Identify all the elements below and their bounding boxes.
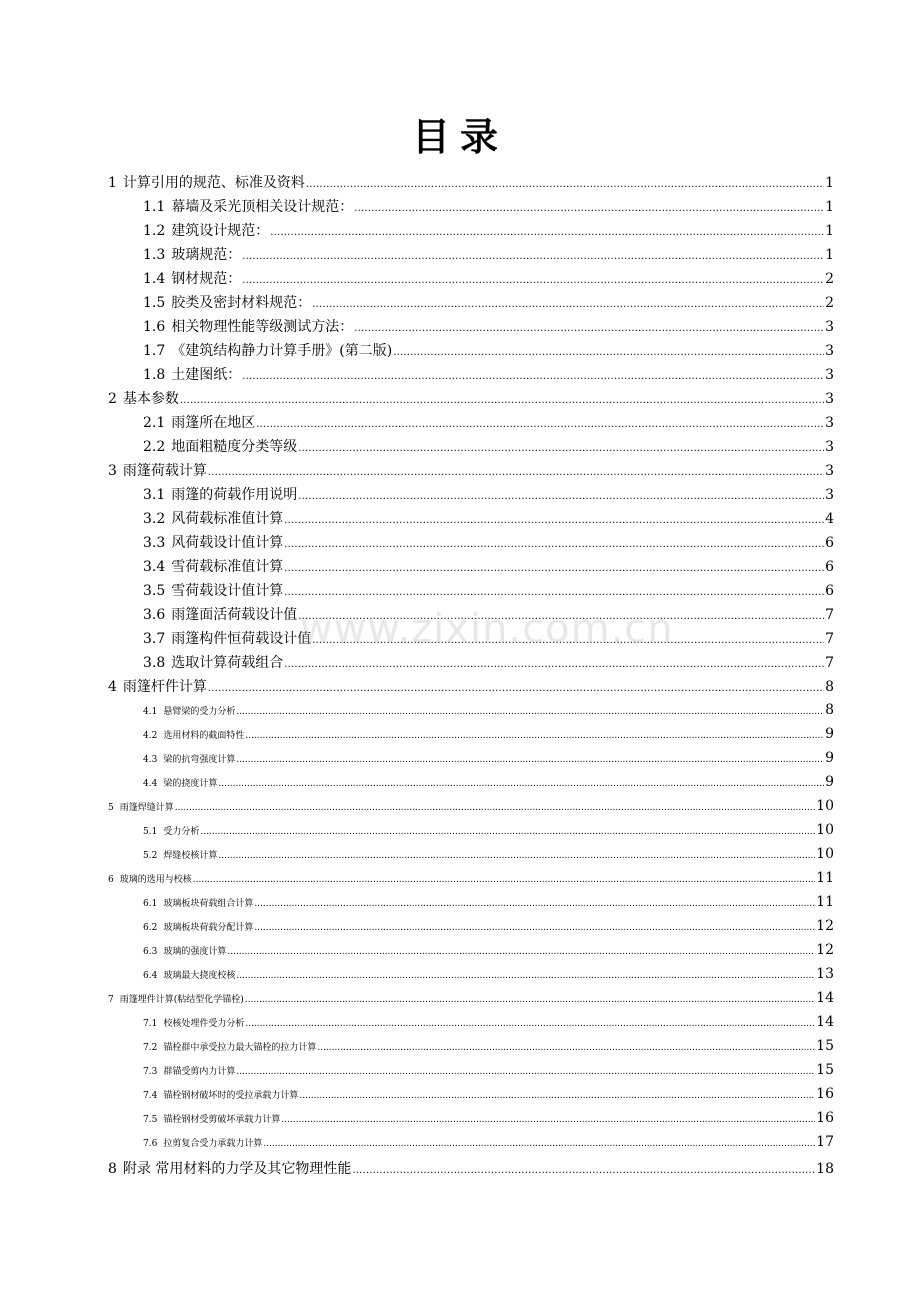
toc-entry-number: 2 (108, 391, 117, 407)
toc-entry-text: 玻璃最大挠度校核 (163, 971, 236, 981)
toc-entry-text: 计算引用的规范、标准及资料 (122, 175, 305, 191)
toc-entry-page: 6 (825, 559, 834, 575)
toc-entry-number: 6 (108, 875, 114, 885)
toc-entry[interactable] (108, 676, 834, 696)
toc-entry-page: 2 (825, 295, 834, 311)
toc-entry-number: 7.2 (143, 1043, 158, 1053)
toc-entry-number: 6.3 (143, 947, 158, 957)
toc-entry-page: 3 (825, 487, 834, 503)
toc-entry-text: 玻璃板块荷载分配计算 (163, 923, 254, 933)
toc-entry-label (143, 196, 353, 216)
toc-leader-dots (193, 875, 815, 885)
toc-entry-text: 雨篷杆件计算 (122, 679, 207, 695)
toc-entry-page: 13 (816, 966, 834, 982)
toc-entry-page: 1 (825, 175, 834, 191)
toc-entry-text: 拉剪复合受力承载力计算 (163, 1139, 263, 1149)
toc-leader-dots (208, 683, 824, 694)
toc-entry-page: 3 (825, 367, 834, 383)
toc-leader-dots (245, 995, 815, 1005)
toc-entry-number: 1 (108, 175, 117, 191)
toc-entry-text: 雨篷的荷载作用说明 (171, 487, 298, 503)
toc-entry-text: 相关物理性能等级测试方法： (171, 319, 354, 335)
toc-entry-number: 1.8 (143, 367, 166, 383)
toc-leader-dots (236, 707, 824, 717)
toc-entry[interactable] (143, 556, 834, 576)
toc-entry-number: 6.4 (143, 971, 158, 981)
toc-entry[interactable] (143, 702, 834, 718)
toc-entry-page: 6 (825, 535, 834, 551)
toc-entry-text: 地面粗糙度分类等级 (171, 439, 298, 455)
toc-entry-text: 选取计算荷载组合 (171, 655, 284, 671)
toc-entry-number: 1.5 (143, 295, 166, 311)
toc-entry[interactable] (143, 580, 834, 600)
toc-entry-label (143, 824, 199, 837)
toc-entry-page: 16 (816, 1086, 834, 1102)
toc-entry-page: 11 (816, 894, 834, 910)
toc-entry[interactable] (143, 196, 834, 216)
toc-entry-number: 4.3 (143, 755, 158, 765)
toc-entry[interactable] (143, 966, 834, 982)
toc-entry-page: 14 (816, 1014, 834, 1030)
toc-entry[interactable] (143, 1014, 834, 1030)
toc-leader-dots (175, 803, 815, 813)
toc-leader-dots (352, 1165, 815, 1176)
toc-entry-number: 7.1 (143, 1019, 158, 1029)
toc-entry-label (143, 704, 235, 717)
toc-entry-label (143, 532, 283, 552)
toc-entry-text: 建筑设计规范： (171, 223, 270, 239)
toc-entry-label (143, 752, 235, 765)
toc-entry-label (143, 652, 283, 672)
toc-entry-number: 7.6 (143, 1139, 158, 1149)
toc-entry-label (108, 676, 207, 696)
toc-entry-page: 2 (825, 271, 834, 287)
toc-entry-text: 雨篷荷载计算 (122, 463, 207, 479)
toc-entry-label (143, 340, 392, 360)
toc-entry-text: 玻璃的强度计算 (163, 947, 227, 957)
toc-entry-label (143, 244, 241, 264)
toc-entry-text: 雪荷载标准值计算 (171, 559, 284, 575)
toc-leader-dots (270, 227, 824, 238)
toc-entry-number: 3.3 (143, 535, 166, 551)
toc-entry-label (143, 604, 297, 624)
page-title: 目录 (411, 115, 508, 159)
toc-leader-dots (284, 515, 824, 526)
toc-entry-label (143, 484, 297, 504)
toc-entry-page: 1 (825, 223, 834, 239)
toc-entry-number: 5.2 (143, 851, 158, 861)
toc-entry-page: 3 (825, 439, 834, 455)
toc-entry[interactable] (143, 918, 834, 934)
toc-entry-page: 3 (825, 463, 834, 479)
toc-entry-number: 7 (108, 995, 114, 1005)
toc-leader-dots (218, 779, 824, 789)
toc-entry-text: 玻璃板块荷载组合计算 (163, 899, 254, 909)
toc-entry-number: 5.1 (143, 827, 158, 837)
toc-entry-label (143, 508, 283, 528)
toc-entry-number: 3.1 (143, 487, 166, 503)
toc-entry-label (108, 800, 174, 813)
toc-entry-number: 3.4 (143, 559, 166, 575)
toc-entry-page: 15 (816, 1062, 834, 1078)
toc-entry-label (143, 1064, 235, 1077)
toc-leader-dots (208, 467, 824, 478)
toc-entry[interactable] (143, 1134, 834, 1150)
toc-leader-dots (218, 851, 815, 861)
toc-leader-dots (180, 395, 824, 406)
toc-entry-number: 8 (108, 1161, 117, 1177)
toc-entry-text: 锚栓钢材破坏时的受拉承载力计算 (163, 1091, 299, 1101)
toc-entry[interactable] (143, 316, 834, 336)
toc-entry-text: 风荷载标准值计算 (171, 511, 284, 527)
toc-leader-dots (254, 899, 815, 909)
toc-entry-page: 8 (825, 679, 834, 695)
toc-entry-page: 11 (816, 870, 834, 886)
toc-entry-page: 9 (825, 750, 834, 766)
toc-entry-text: 悬臂梁的受力分析 (163, 707, 236, 717)
toc-entry-page: 10 (816, 846, 834, 862)
toc-entry-label (143, 412, 255, 432)
toc-entry-text: 雨篷构件恒荷载设计值 (171, 631, 312, 647)
toc-entry-label (143, 728, 244, 741)
toc-entry-text: 雨篷所在地区 (171, 415, 256, 431)
toc-entry[interactable] (143, 268, 834, 288)
toc-entry-label (143, 220, 269, 240)
toc-entry-page: 3 (825, 415, 834, 431)
toc-entry-text: 土建图纸： (171, 367, 242, 383)
toc-leader-dots (284, 659, 824, 670)
toc-leader-dots (236, 755, 824, 765)
toc-leader-dots (306, 179, 824, 190)
toc-entry[interactable] (143, 340, 834, 360)
toc-entry-page: 3 (825, 343, 834, 359)
toc-leader-dots (242, 275, 824, 286)
toc-entry-page: 12 (816, 918, 834, 934)
toc-entry-text: 雪荷载设计值计算 (171, 583, 284, 599)
toc-entry-page: 18 (816, 1161, 834, 1177)
toc-entry-text: 附录 常用材料的力学及其它物理性能 (122, 1161, 352, 1177)
toc-entry-number: 1.4 (143, 271, 166, 287)
toc-entry[interactable] (143, 364, 834, 384)
toc-entry-label (143, 848, 217, 861)
toc-entry-number: 4.1 (143, 707, 158, 717)
toc-entry-text: 校核处埋件受力分析 (163, 1019, 245, 1029)
toc-entry[interactable] (108, 460, 834, 480)
toc-entry[interactable] (143, 942, 834, 958)
toc-entry-page: 15 (816, 1038, 834, 1054)
toc-entry-number: 3.8 (143, 655, 166, 671)
toc-entry-number: 2.2 (143, 439, 166, 455)
toc-entry-number: 1.3 (143, 247, 166, 263)
toc-entry-number: 3.7 (143, 631, 166, 647)
toc-entry[interactable] (143, 846, 834, 862)
toc-entry-text: 钢材规范： (171, 271, 242, 287)
toc-leader-dots (256, 419, 824, 430)
toc-entry-label (143, 920, 253, 933)
toc-entry-label (143, 436, 297, 456)
toc-entry-number: 3.6 (143, 607, 166, 623)
toc-entry[interactable] (143, 220, 834, 240)
toc-entry-page: 7 (825, 607, 834, 623)
toc-leader-dots (298, 443, 824, 454)
toc-entry-page: 16 (816, 1110, 834, 1126)
toc-entry-page: 10 (816, 822, 834, 838)
toc-entry-number: 3 (108, 463, 117, 479)
toc-leader-dots (245, 731, 824, 741)
toc-entry-label (143, 628, 311, 648)
toc-entry-label (108, 388, 179, 408)
toc-entry-text: 胶类及密封材料规范： (171, 295, 312, 311)
toc-entry[interactable] (143, 822, 834, 838)
toc-entry-text: 焊缝校核计算 (163, 851, 218, 861)
toc-entry[interactable] (143, 1110, 834, 1126)
toc-leader-dots (354, 323, 824, 334)
toc-entry-number: 1.7 (143, 343, 166, 359)
toc-entry-number: 1.6 (143, 319, 166, 335)
toc-entry-label (143, 268, 241, 288)
toc-leader-dots (281, 1115, 815, 1125)
toc-entry-number: 7.5 (143, 1115, 158, 1125)
toc-entry-label (143, 316, 353, 336)
toc-entry-text: 玻璃的选用与校核 (119, 875, 192, 885)
toc-entry-label (143, 1088, 298, 1101)
toc-leader-dots (298, 491, 824, 502)
toc-entry-text: 幕墙及采光顶相关设计规范： (171, 199, 354, 215)
toc-entry-page: 14 (816, 990, 834, 1006)
toc-entry-number: 1.2 (143, 223, 166, 239)
toc-leader-dots (284, 539, 824, 550)
toc-entry-label (143, 896, 253, 909)
toc-entry-text: 梁的挠度计算 (163, 779, 218, 789)
toc-entry-page: 9 (825, 726, 834, 742)
toc-entry[interactable] (143, 726, 834, 742)
toc-entry-text: 玻璃规范： (171, 247, 242, 263)
toc-entry-page: 17 (816, 1134, 834, 1150)
toc-entry-label (143, 1040, 316, 1053)
toc-entry-label (143, 776, 217, 789)
toc-entry-label (108, 872, 192, 885)
toc-entry[interactable] (108, 990, 834, 1006)
toc-entry-text: 梁的抗弯强度计算 (163, 755, 236, 765)
toc-entry[interactable] (143, 750, 834, 766)
toc-entry-number: 4 (108, 679, 117, 695)
toc-entry-label (143, 968, 235, 981)
toc-entry-page: 8 (825, 702, 834, 718)
toc-leader-dots (242, 251, 824, 262)
toc-entry-text: 基本参数 (122, 391, 179, 407)
toc-entry-label (143, 580, 283, 600)
toc-leader-dots (254, 923, 815, 933)
toc-leader-dots (284, 587, 824, 598)
toc-leader-dots (236, 1067, 815, 1077)
toc-entry-page: 3 (825, 391, 834, 407)
toc-entry[interactable] (108, 388, 834, 408)
toc-leader-dots (236, 971, 815, 981)
toc-entry-page: 7 (825, 655, 834, 671)
toc-entry-label (143, 944, 226, 957)
toc-entry-text: 《建筑结构静力计算手册》(第二版) (171, 343, 393, 359)
toc-leader-dots (299, 1091, 815, 1101)
toc-entry[interactable] (143, 292, 834, 312)
toc-entry-number: 1.1 (143, 199, 166, 215)
toc-entry-label (143, 292, 311, 312)
toc-entry-label (108, 172, 305, 192)
toc-leader-dots (242, 371, 824, 382)
toc-entry[interactable] (143, 412, 834, 432)
toc-entry-number: 6.2 (143, 923, 158, 933)
toc-entry-text: 雨篷面活荷载设计值 (171, 607, 298, 623)
toc-entry[interactable] (143, 652, 834, 672)
toc-entry-text: 选用材料的截面特性 (163, 731, 245, 741)
toc-leader-dots (317, 1043, 815, 1053)
toc-entry-label (143, 1016, 244, 1029)
toc-leader-dots (200, 827, 815, 837)
toc-entry-page: 1 (825, 247, 834, 263)
toc-entry-page: 7 (825, 631, 834, 647)
toc-entry-number: 7.3 (143, 1067, 158, 1077)
toc-entry[interactable] (143, 1038, 834, 1054)
toc-leader-dots (284, 563, 824, 574)
toc-entry-page: 6 (825, 583, 834, 599)
toc-entry[interactable] (143, 484, 834, 504)
toc-entry-number: 2.1 (143, 415, 166, 431)
toc-entry-page: 12 (816, 942, 834, 958)
toc-entry-label (108, 1158, 351, 1178)
toc-entry-label (143, 556, 283, 576)
toc-entry-label (108, 992, 244, 1005)
toc-entry-label (143, 1136, 262, 1149)
toc-entry[interactable] (143, 532, 834, 552)
toc-leader-dots (263, 1139, 815, 1149)
toc-entry[interactable] (143, 894, 834, 910)
toc-leader-dots (354, 203, 824, 214)
toc-entry-number: 3.2 (143, 511, 166, 527)
toc-entry[interactable] (108, 870, 834, 886)
toc-entry-page: 1 (825, 199, 834, 215)
toc-leader-dots (312, 299, 824, 310)
toc-entry[interactable] (143, 1086, 834, 1102)
toc-entry-page: 9 (825, 774, 834, 790)
toc-entry-number: 6.1 (143, 899, 158, 909)
toc-leader-dots (227, 947, 815, 957)
toc-entry-number: 5 (108, 803, 114, 813)
toc-entry[interactable] (143, 508, 834, 528)
toc-leader-dots (393, 347, 824, 358)
toc-entry-text: 雨篷焊缝计算 (119, 803, 174, 813)
toc-entry-number: 4.4 (143, 779, 158, 789)
toc-entry[interactable] (143, 244, 834, 264)
toc-entry-label (108, 460, 207, 480)
toc-entry[interactable] (143, 1062, 834, 1078)
toc-entry-number: 7.4 (143, 1091, 158, 1101)
toc-entry-label (143, 1112, 280, 1125)
toc-entry-text: 雨篷埋件计算(粘结型化学锚栓) (119, 995, 244, 1005)
toc-leader-dots (245, 1019, 815, 1029)
watermark: www.zixin.com.cn (300, 606, 674, 652)
toc-entry-text: 锚栓钢材受剪破坏承载力计算 (163, 1115, 281, 1125)
toc-entry[interactable] (143, 774, 834, 790)
toc-entry-number: 4.2 (143, 731, 158, 741)
toc-entry-page: 4 (825, 511, 834, 527)
toc-entry-text: 受力分析 (163, 827, 200, 837)
toc-entry[interactable] (108, 172, 834, 192)
toc-entry-text: 锚栓群中承受拉力最大锚栓的拉力计算 (163, 1043, 317, 1053)
toc-entry-number: 3.5 (143, 583, 166, 599)
toc-entry[interactable] (108, 1158, 834, 1178)
toc-entry-label (143, 364, 241, 384)
toc-entry[interactable] (143, 436, 834, 456)
toc-entry-text: 风荷载设计值计算 (171, 535, 284, 551)
toc-entry[interactable] (108, 798, 834, 814)
toc-entry-page: 3 (825, 319, 834, 335)
toc-entry-text: 群锚受剪内力计算 (163, 1067, 236, 1077)
toc-entry-page: 10 (816, 798, 834, 814)
